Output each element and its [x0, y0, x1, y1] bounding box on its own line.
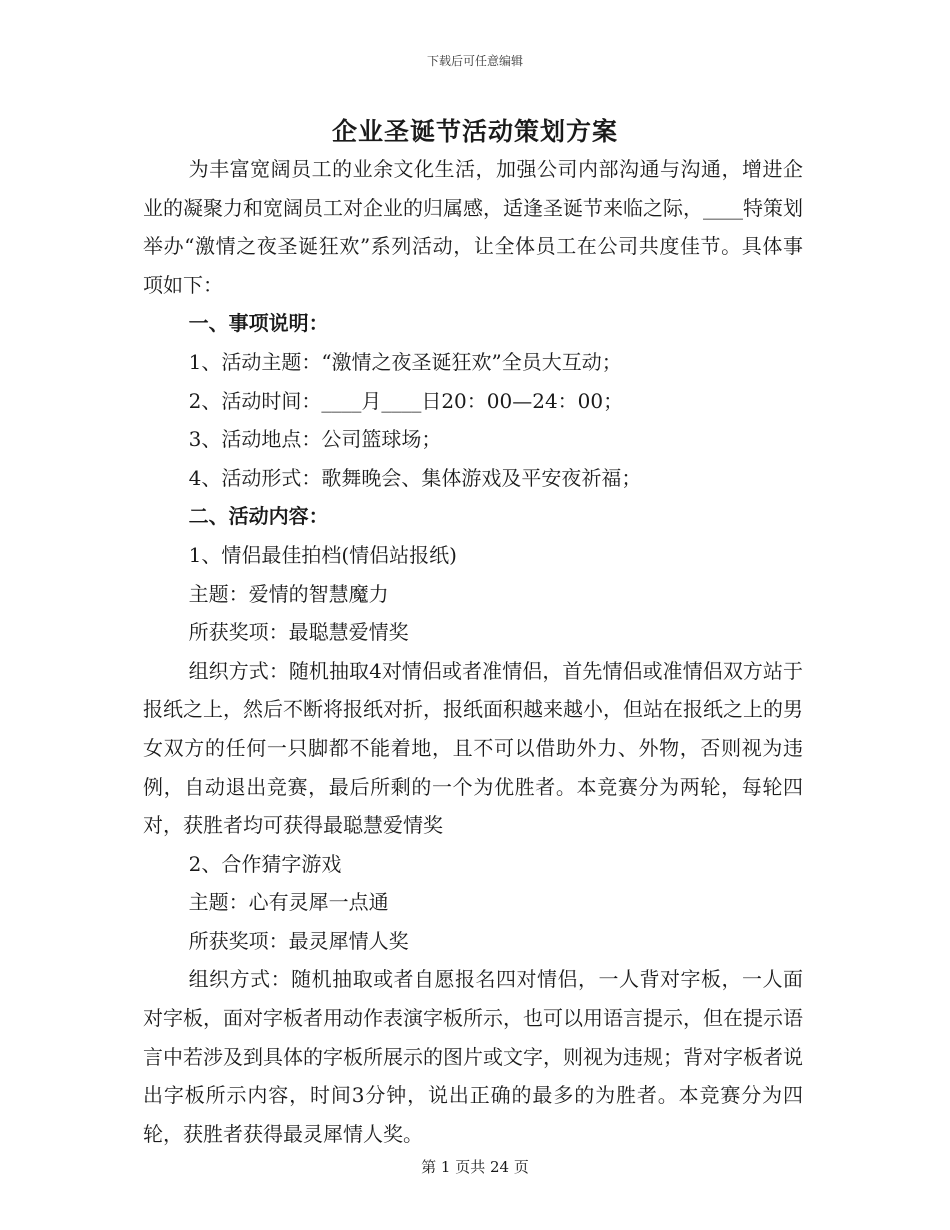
section-heading-1: 一、事项说明：	[188, 311, 329, 336]
activity-method: 组织方式：随机抽取或者自愿报名四对情侣，一人背对字板，一人面对字板，面对字板者用动作表演字板所示，也可以用语言提示，但在提示语言中若涉及到具体的字板所展示的图片或文字，则视为违规；背对字板者说出字板所示内容，时间3分钟，说出正确的最多的为胜者。本竞赛分为四轮，获胜者获得最灵犀情人奖。	[143, 967, 803, 1146]
section-heading-2: 二、活动内容：	[188, 504, 329, 529]
activity-theme: 主题：心有灵犀一点通	[188, 890, 389, 915]
activity-theme: 主题：爱情的智慧魔力	[188, 581, 389, 606]
intro-paragraph: 为丰富宽阔员工的业余文化生活，加强公司内部沟通与沟通，增进企业的凝聚力和宽阔员工对企业的归属感，适逢圣诞节来临之际，____特策划举办“激情之夜圣诞狂欢”系列活动，让全体员工在公司共度佳节。具体事项如下：	[143, 157, 803, 297]
list-item: 1、活动主题：“激情之夜圣诞狂欢”全员大互动；	[188, 349, 622, 374]
activity-award: 所获奖项：最聪慧爱情奖	[188, 620, 409, 645]
activity-title: 1、情侣最佳拍档(情侣站报纸)	[188, 542, 457, 567]
list-item: 3、活动地点：公司篮球场；	[188, 427, 442, 452]
page-header: 下载后可任意编辑	[426, 54, 523, 68]
list-item: 2、活动时间：____月____日20：00—24：00；	[188, 388, 624, 413]
list-item: 4、活动形式：歌舞晚会、集体游戏及平安夜祈福；	[188, 465, 642, 490]
activity-method: 组织方式：随机抽取4对情侣或者准情侣，首先情侣或准情侣双方站于报纸之上，然后不断将报纸对折，报纸面积越来越小，但站在报纸之上的男女双方的任何一只脚都不能着地，且不可以借助外力、外物，否则视为违例，自动退出竞赛，最后所剩的一个为优胜者。本竞赛分为两轮，每轮四对，获胜者均可获得最聪慧爱情奖	[143, 658, 803, 838]
page-footer: 第 1 页共 24 页	[421, 1158, 529, 1176]
activity-title: 2、合作猜字游戏	[188, 851, 342, 876]
document-body	[143, 150, 803, 1153]
document-title: 企业圣诞节活动策划方案	[331, 117, 618, 146]
activity-award: 所获奖项：最灵犀情人奖	[188, 928, 409, 953]
